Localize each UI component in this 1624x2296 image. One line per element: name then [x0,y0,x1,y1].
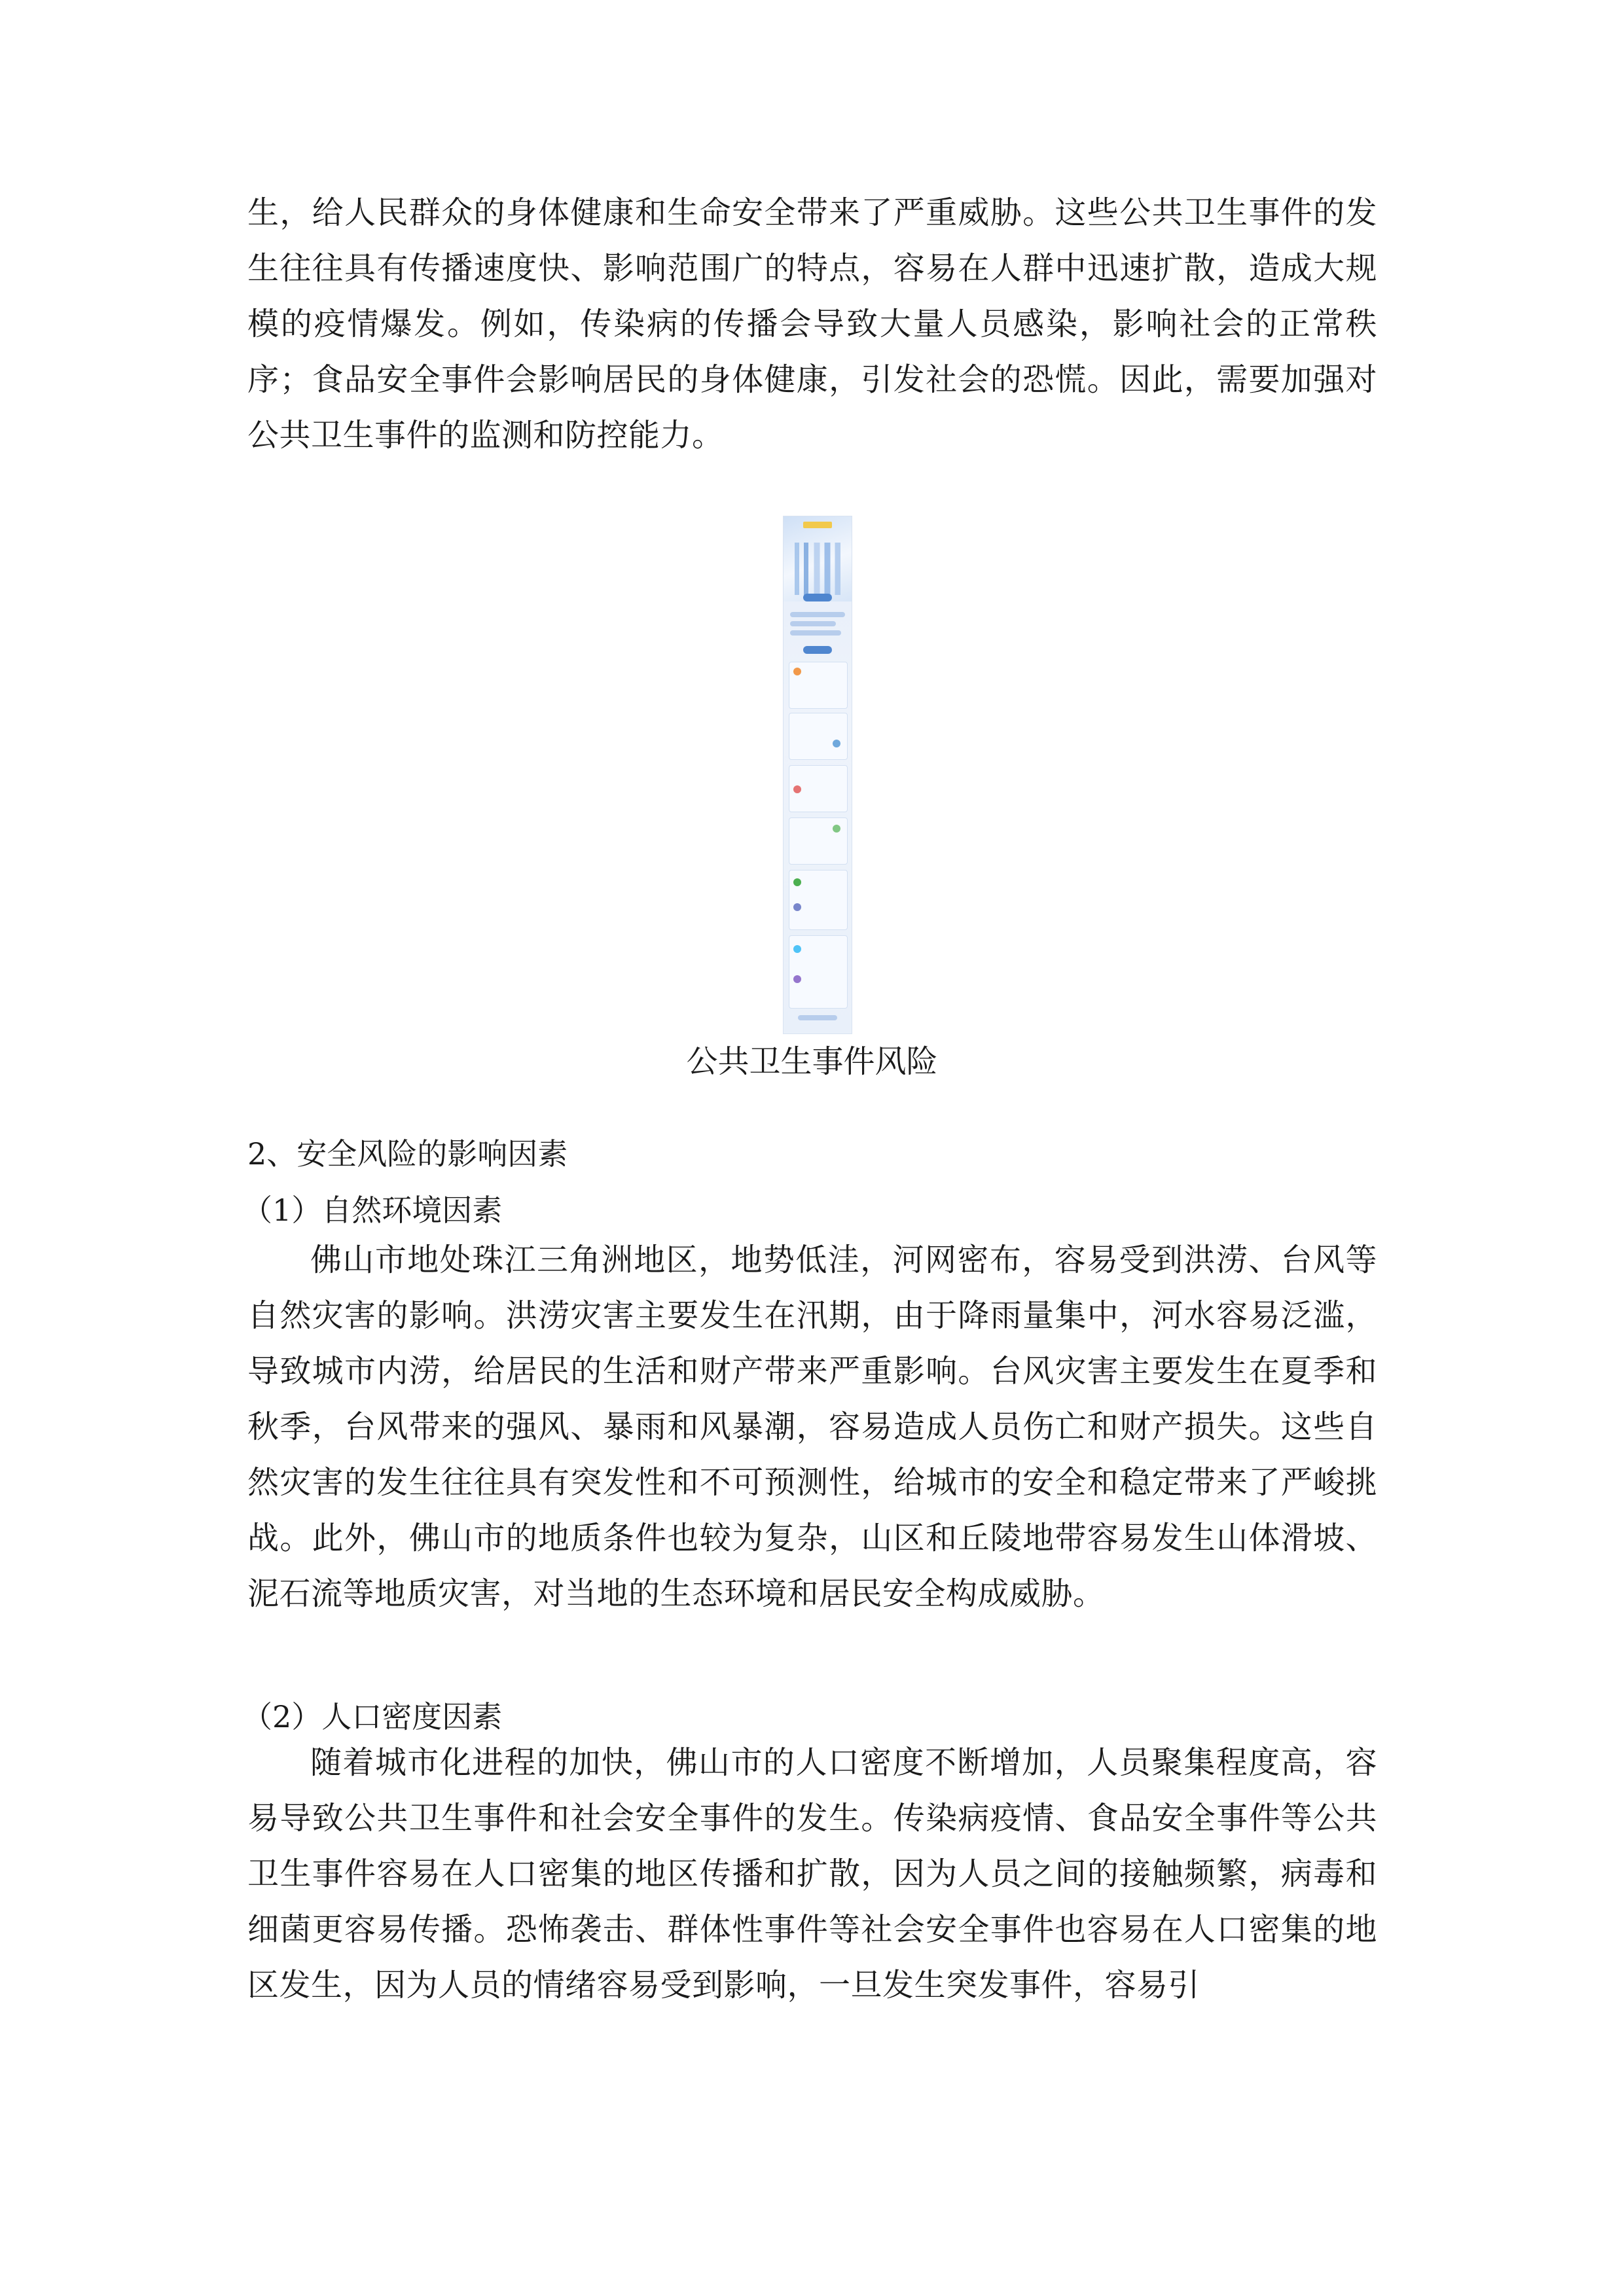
plant-icon [793,878,801,886]
infographic-card [789,713,848,760]
section-heading: 2、安全风险的影响因素 [247,1136,568,1172]
city-skyline-graphic [789,543,846,595]
person-icon [793,785,801,793]
infographic-card [789,817,848,865]
population-density-paragraph: 随着城市化进程的加快，佛山市的人口密度不断增加，人员聚集程度高，容易导致公共卫生事件和社会安全事件的发生。传染病疫情、食品安全事件等公共卫生事件容易在人口密集的地区传播和扩散，因为人员之间的接触频繁，病毒和细菌更容易传播。恐怖袭击、群体性事件等社会安全事件也容易在人口密集的地区发生，因为人员的情绪容易受到影响，一旦发生突发事件，容易引 [247,1744,1377,2003]
infographic-card [789,765,848,812]
intro-paragraph: 生，给人民群众的身体健康和生命安全带来了严重威胁。这些公共卫生事件的发生往往具有传播速度快、影响范围广的特点，容易在人群中迅速扩散，造成大规模的疫情爆发。例如，传染病的传播会导致大量人员感染，影响社会的正常秩序；食品安全事件会影响居民的身体健康，引发社会的恐慌。因此，需要加强对公共卫生事件的监测和防控能力。 [247,194,1377,454]
mask-icon [833,740,840,747]
infographic-card [789,870,848,930]
shield-icon [793,975,801,983]
infographic-card [789,662,848,709]
infographic-header [784,516,852,601]
doctor-icon [793,903,801,911]
infographic-section-tag [803,646,832,654]
natural-environment-paragraph: 佛山市地处珠江三角洲地区，地势低洼，河网密布，容易受到洪涝、台风等自然灾害的影响。洪涝灾害主要发生在汛期，由于降雨量集中，河水容易泛滥，导致城市内涝，给居民的生活和财产带来严重影响。台风灾害主要发生在夏季和秋季，台风带来的强风、暴雨和风暴潮，容易造成人员伤亡和财产损失。这些自然灾害的发生往往具有突发性和不可预测性，给城市的安全和稳定带来了严峻挑战。此外，佛山市的地质条件也较为复杂，山区和丘陵地带容易发生山体滑坡、泥石流等地质灾害，对当地的生态环境和居民安全构成威胁。 [247,1242,1377,1612]
subsection-heading-population-density: （2）人口密度因素 [242,1699,503,1734]
subsection-heading-natural-environment: （1）自然环境因素 [242,1193,503,1228]
public-health-risk-infographic [783,516,852,1034]
infographic-text-line [790,612,845,617]
leaf-icon [833,825,840,833]
building-icon [793,945,801,953]
infographic-card [789,935,848,1009]
infographic-logo [803,522,832,528]
figure-caption: 公共卫生事件风险 [686,1043,938,1080]
infographic-text-line [790,621,836,626]
warning-icon [793,668,801,675]
infographic-section-tag [803,594,832,601]
infographic-footer [798,1015,837,1020]
infographic-text-line [790,630,841,636]
